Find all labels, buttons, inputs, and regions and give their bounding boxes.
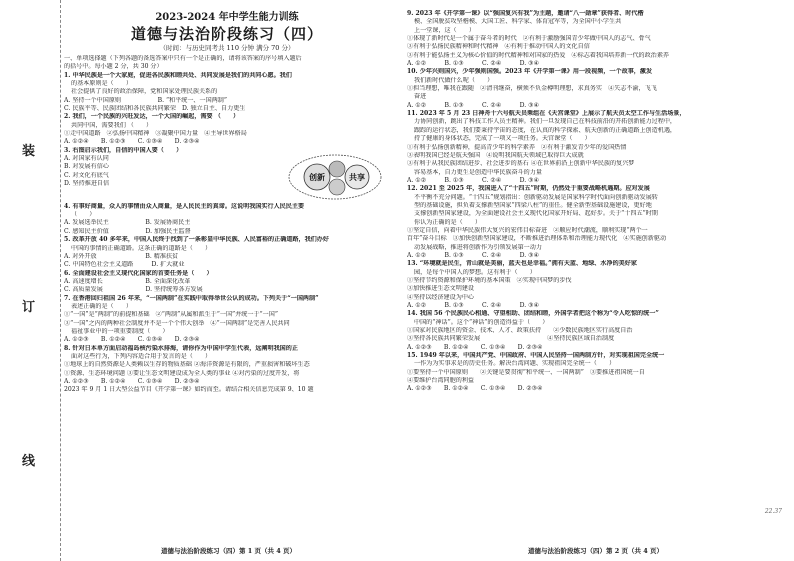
text-line: 园，是每个中国人的梦想。这有利于（ ） (414, 268, 536, 276)
text-line: ③有利于能弘扬主义为核心价值的时代精神和对国家的热爱 ④标志着我国培养新一代的政治素养 (407, 51, 670, 59)
text-line: ③表明我国已经是航天强国 ④说明我国航天领域已取得巨大成就 (407, 151, 584, 159)
text-line: A. ①②③ B. ①②④ C. ①③④ D. ②③④ (64, 336, 200, 344)
text-line: A. 高速度增长 B. 全面深化改革 (64, 277, 191, 285)
question-3 (64, 147, 390, 203)
text-line: A. ①②③ B. ①②④ C. ①③④ D. ②③④ (407, 385, 543, 393)
text-line: A. 坚持一个中国原则 B. “和平统一、一国两制” (64, 96, 228, 104)
text-line: 支撑创新型国家建设，为全面建设社会主义现代化国家开好局、起好步。关于“十四五”时期 (414, 210, 658, 218)
question-stem-line: 15. 1949 年以来，中国共产党、中国政府、中国人民坚持一国两制方针，对实现祖国完全统一 (407, 352, 665, 360)
text-line: ①资源、生态环境问题 ③要让生态文明建设成为全人类的事业 ④对污染的过度开发，将 (64, 369, 300, 377)
page-footer-left: 道德与法治阶段练习（四）第 1 页（共 4 页） (160, 547, 297, 555)
text-line: A. ①② B. ①③ C. ②④ D. ③④ (407, 176, 540, 184)
exam-time-info: （时间：与历史同考共 110 分钟 满分 70 分） (159, 44, 295, 52)
question-stem-line: 11. 2023 年 5 月 23 日神舟十六号航天员乘组在《天宫课堂》上展示了航天员太空工作与生活场景， (407, 110, 686, 118)
figure-label-innovation: 创新 (309, 172, 325, 182)
question-stem-line: 14. 我国 56 个民族民心相通、守望相助、团结和睦，外国学者把这个称为“令人吃惊的统一” (407, 310, 659, 318)
question-block-left-1 (64, 55, 390, 147)
text-line: 表述正确的是（ ） (71, 302, 132, 310)
text-line: 一、单项选择题（下列各题的备选答案中只有一个是正确的，请将该答案的序号填入题后 (64, 55, 302, 62)
exam-series-title: 2023-2024 年中学生能力训练 (155, 12, 299, 23)
text-line: 2023 年 9 月 1 日大型公益节目《开学第一课》如约而至。请结合相关信息完成第 9、10 题 (64, 386, 314, 394)
text-line: ④坚持以经济建设为中心 (407, 293, 475, 301)
text-line: A. ①②③ B. ①②④ C. ①③④ D. ②③④ (407, 343, 543, 351)
text-line: ①走中国道路 ②弘扬中国精神 ③凝聚中国力量 ④主导世界格局 (64, 130, 247, 138)
text-line: 奋进 (414, 93, 427, 101)
text-line: 面对这些行为，下列内容适合用于发言的是（ ） (71, 352, 212, 360)
text-line: C. 中国特色社会主义道路 D. 扩大就业 (64, 261, 185, 269)
text-line: ①坚持节约资源和保护环境的基本国策 ②实现中国梦的步伐 (407, 277, 572, 284)
text-line: A. 对外开放 B. 精准扶贫 (64, 252, 179, 260)
text-line: 中国的“神话”。这个“神话”的创造得益于（ ） (414, 318, 549, 326)
text-line: 百年”奋斗目标 ③加快创新型国家建设，不断推进治理体系和治理能力现代化 ④实施创新驱动 (407, 235, 667, 243)
text-line: （ ） (71, 211, 96, 219)
text-line: 容易基本，自力更生是创造中华民族奋斗的力量 (414, 168, 542, 176)
text-line: ③有利于弘扬民族精神和时代精神 ④有利于推动中国人的文化自信 (407, 43, 590, 51)
text-line: A. ①② B. ①③ C. ②④ D. ③④ (407, 60, 540, 68)
page-right (397, 0, 794, 561)
text-line: 动发展战略，推进将创新作为引领发展第一动力 (414, 243, 542, 251)
text-line: C. 民族平等、民族团结和各民族共同繁荣 D. 独立自主、自力更生 (64, 105, 246, 113)
text-line: 力协同创新，跳出了科技工作人员主精神。我们一旦发现自己在科技前沿的开拓创新能力过程中， (414, 118, 677, 126)
question-3-figure (285, 147, 385, 203)
question-block-left-2 (64, 203, 390, 395)
text-line: 型的基础设施，担负着支撑新型国家“四梁八柱”的重任。健全新型基础设施建设，更好地 (414, 201, 652, 209)
text-line: ③“一国”之内的两种社会制度并不是一个个伟大创举 ④“一国两制”是完善人民共同 (64, 319, 290, 327)
text-line: 共同中国，需要我们 （ ） (71, 121, 153, 129)
text-line: A. ①②④ B. ①②③ C. ①③④ D. ②③④ (64, 138, 200, 146)
gutter-label-bind: 装 (22, 144, 36, 159)
text-line: 一作为为实事求是的历史任务。解决台湾问题、实现祖国完全统一（ ） (414, 360, 616, 368)
question-stem-line: 13. “环境就是民生，青山就是美丽，蓝天也是幸福。”拥有天蓝、地绿、水净的美好家 (407, 260, 637, 268)
text-line: 的基本原则是（ ） (71, 80, 132, 88)
question-stem-line: 10. 少年兴则国兴，少年强则国强。2023 年《开学第一课》用一段视频，一个故事，激发 (407, 68, 653, 76)
five-concepts-diagram (285, 147, 385, 203)
text-line: 福祉事业中的一项重要制度（ ） (71, 327, 169, 335)
text-line: C. 对文化有底气 (64, 171, 109, 179)
text-line: 的括号中。每小题 2 分，共 30 分） (64, 63, 163, 71)
page-footer-right: 道德与法治阶段练习（四）第 2 页（共 4 页） (527, 547, 664, 555)
text-line: A. 对国家有认同 (64, 155, 109, 163)
question-block-right (407, 10, 787, 394)
text-line: ①“一国”是“两制”的前提和基础 ②“两制”从属和派生于“一国”并统一于“一国” (64, 311, 278, 319)
text-line: C. 感知民主价值 D. 加强民主监督 (64, 227, 191, 235)
left-column (64, 12, 390, 395)
binding-gutter (0, 0, 61, 561)
text-line: 你认为正确的是（ ） (414, 218, 482, 226)
text-line: ①体现了新时代是一个属于奋斗者的时代 ②有利于激励强国青少年做中国人的志气、骨气 (407, 35, 651, 43)
question-stem-line: 4. 有事好商量，众人的事情由众人商量，是人民民主的真谛。这说明我国实行人民民主要 (64, 202, 305, 210)
text-line: 跟踪的运行状态，我们要秉持宇宙的态度，在认真的科学探索、航天创新的正确道路上创造机遇， (414, 126, 677, 134)
exam-title: 道德与法治阶段练习（四） (130, 25, 323, 43)
question-stem-line: 5. 改革开放 40 多年来，中国人民终于找到了一条彰显中华民族、人民富裕的正确道路，我们办好 (64, 236, 329, 244)
text-line: ①地球上的自然资源是人类赖以生存的物质基础 ②海洋资源是有限的，严重损害和破坏生态 (64, 361, 310, 369)
text-line: ①有利于弘扬创新精神，提高青少年的科学素养 ②有利于激发青少年的爱国热情 (407, 143, 627, 151)
text-line: 不平衡不充分问题。“十四五”规划指出：创新驱动发展是国家科学时代面向创新驱动发展转 (414, 193, 658, 201)
text-line: ①国家对民族地区的资金、技术、人才、政策扶持 ②少数民族地区实行高度自治 (407, 327, 633, 335)
text-line: ①担当理想，唯我在跟随 ②清刊继奋，横须不负金樽明理想，求真务实 ④矢志不渝，飞飞 (407, 85, 657, 93)
text-line: 上一堂课，这（ ） (414, 26, 475, 34)
text-line: ④要维护台湾同胞的利益 (407, 377, 475, 385)
question-stem-line: 1. 中华民族是一个大家庭，促进各民族和睦共处、共同发展是我们的共同心愿。我们 (64, 71, 292, 79)
question-stem-line: 9. 2023 年《开学第一课》以“强国复兴有我”为主题，邀请“八一勋章”获得者、时代楷 (407, 10, 644, 17)
text-line: 社会提供了良好的政治保障，党和国家处理民族关系的 (71, 88, 218, 96)
text-line: C. 高质量发展 D. 坚持统筹各方发展 (64, 286, 203, 294)
text-line: ①坚定自信，向着中华民族伟大复兴的宏伟目标奋进 ②顺应时代潮流，顺利实现“两个一 (407, 226, 648, 234)
question-stem-line: 12. 2021 至 2025 年，我国进入了“十四五”时期，仍然处于重要战略机遇期。应对发展 (407, 185, 650, 193)
question-stem-line: 3. 右图启示我们，自信的中国人要（ ） (64, 146, 183, 154)
question-stem-line: 2. 我们，一个民族的兴旺发达，一个大国的崛起，需要 （ ） (64, 113, 240, 121)
text-line: 中国的事情的正确道路。这条正确的道路是（ ） (71, 244, 212, 252)
text-line: ③加快推进生态文明建设 (407, 285, 475, 293)
text-line: D. 坚持推进自信 (64, 180, 110, 188)
gutter-label-line: 线 (22, 454, 36, 469)
text-line: B. 对发展有信心 (64, 163, 109, 171)
text-line: 持了健康的身体状态，完成了一项又一项任务。天宫课堂（ ） (414, 135, 591, 143)
text-line: ③有利于从我民族团结进步、社会进步的基石 ④在世界前沿上创新中华民族的复兴梦 (407, 160, 635, 168)
gutter-label-order: 订 (22, 300, 36, 315)
text-line: 我们新时代做什么呢（ ） (414, 76, 494, 84)
text-line: A. ①② B. ①③ C. ②④ D. ③④ (407, 101, 540, 109)
text-line: A. ①② B. ①③ C. ②④ D. ③④ (407, 251, 540, 259)
text-line: ①要坚持一个中国原则 ②关键是要贯彻“和平统一、一国两制” ③要推进祖国统一自 (407, 368, 645, 376)
question-stem-line: 7. 在香港回归祖国 26 年来，“一国两制”在实践中取得举世公认的成功。下列关于“一国两制” (64, 294, 319, 302)
question-stem-line: 6. 全面建设社会主义现代化国家的首要任务是（ ） (64, 269, 213, 277)
text-line: A. ①②③ B. ①②④ C. ①③④ D. ②③④ (64, 378, 200, 385)
score-mark: 22.37 (764, 508, 782, 515)
text-line: A. 发展选举民主 B. 发展协商民主 (64, 219, 191, 227)
question-3-text (64, 147, 279, 203)
figure-label-sharing: 共享 (349, 172, 365, 182)
text-line: A. ①② B. ①③ C. ②④ D. ③④ (407, 302, 540, 310)
text-line: 模、全国脱贫攻坚楷模、大国工匠、科学家、体育冠军等，为全国中小学生共 (414, 18, 622, 26)
question-stem-line: 8. 针对日本单方面启动福岛核污染水排海，请你作为中国中学生代表，远阐明我国的正 (64, 344, 298, 352)
text-line: ③坚持各民族共同繁荣发展 ④坚持民族区域自治制度 (407, 335, 615, 343)
